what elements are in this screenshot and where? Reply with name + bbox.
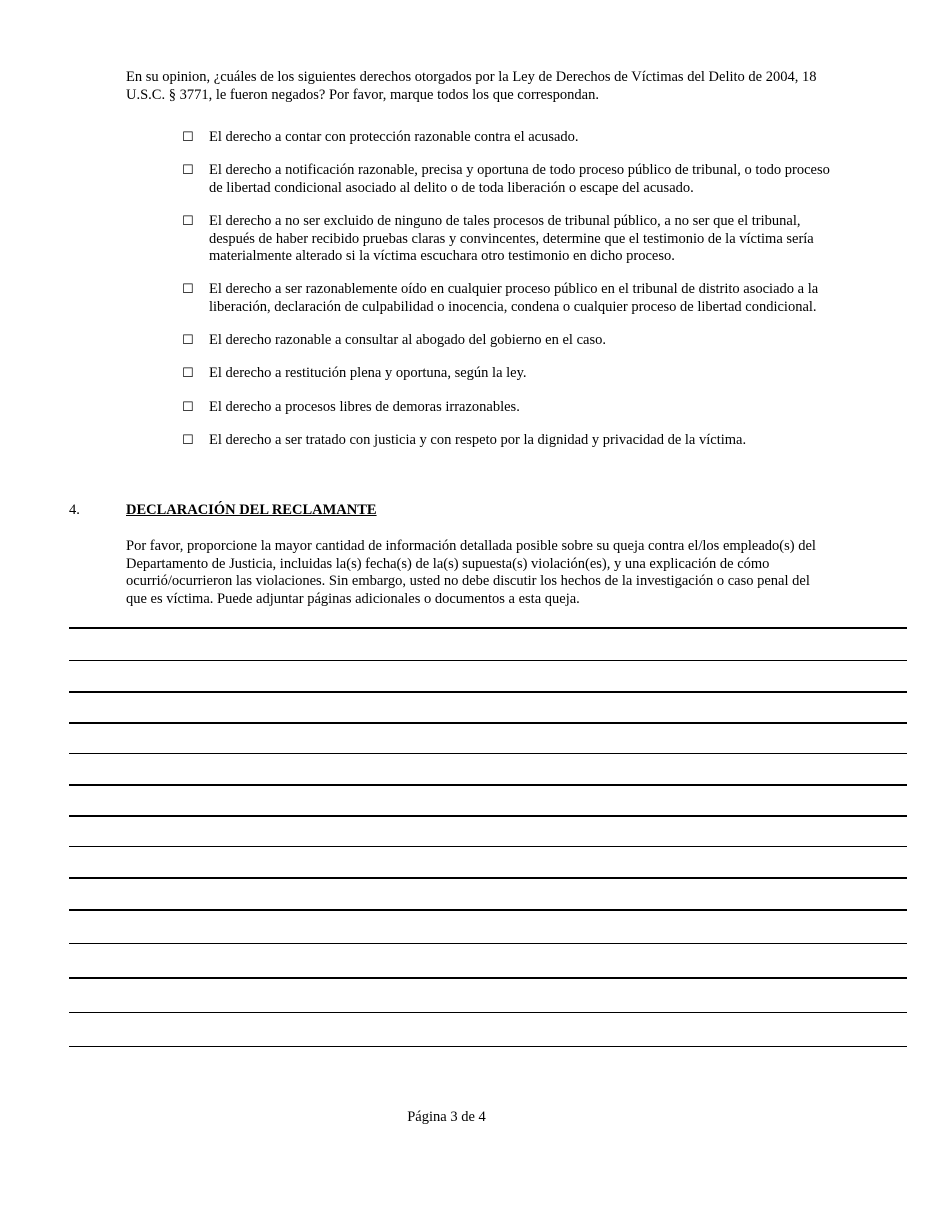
checkbox-protection[interactable]: ☐ (182, 130, 194, 145)
right-item (182, 129, 832, 147)
intro-question: En su opinion, ¿cuáles de los siguientes derechos otorgados por la Ley de Derechos de Víctimas del Delito de 2004, 18 U.S.C. § 3771, le fueron negados? Por favor, marque todos los que correspondan. (126, 69, 817, 103)
writing-line (69, 753, 907, 754)
right-item (182, 365, 832, 383)
writing-line (69, 660, 907, 661)
checkbox-be-heard[interactable]: ☐ (182, 282, 194, 298)
writing-line (69, 943, 907, 944)
writing-line (69, 627, 907, 629)
section-title: DECLARACIÓN DEL RECLAMANTE (126, 502, 377, 518)
writing-line (69, 877, 907, 879)
writing-line (69, 1046, 907, 1047)
right-item (182, 332, 832, 350)
section-number: 4. (69, 502, 80, 518)
right-label: El derecho a ser razonablemente oído en cualquier proceso público en el tribunal de distrito asociado a la liberación, declaración de culpabilidad o inocencia, condena o cualquier proceso de libertad condicional. (209, 281, 819, 315)
writing-line (69, 722, 907, 724)
right-item (182, 281, 832, 316)
checkbox-fairness-dignity[interactable]: ☐ (182, 432, 194, 448)
checkbox-not-excluded[interactable]: ☐ (182, 213, 194, 229)
writing-line (69, 909, 907, 911)
writing-line (69, 691, 907, 693)
right-label: El derecho razonable a consultar al abogado del gobierno en el caso. (209, 332, 606, 349)
writing-line (69, 977, 907, 979)
section-instructions: Por favor, proporcione la mayor cantidad de información detallada posible sobre su queja contra el/los empleado(s) del Departamento de Justicia, incluidas la(s) fecha(s) de la(s) supuesta(s) violación(es), y una explicación de cómo ocurrió/ocurrieron las violaciones. Sin embargo, usted no debe discutir los hechos de la investigación o caso penal del que es víctima. Puede adjuntar páginas adicionales o documentos a esta queja. (126, 538, 816, 607)
right-label: El derecho a contar con protección razonable contra el acusado. (209, 129, 579, 145)
writing-line (69, 815, 907, 817)
page-number: Página 3 de 4 (407, 1109, 486, 1125)
right-item (182, 399, 832, 417)
rights-checklist (182, 129, 832, 465)
right-item (182, 213, 832, 266)
right-item (182, 432, 832, 450)
checkbox-no-delays[interactable]: ☐ (182, 399, 194, 415)
right-label: El derecho a notificación razonable, precisa y oportuna de todo proceso público de tribunal, o todo proceso de libertad condicional asociado al delito o de toda liberación o escape del acusado. (209, 162, 830, 196)
right-label: El derecho a no ser excluido de ninguno de tales procesos de tribunal público, a no ser que el tribunal, después de haber recibido pruebas claras y convincentes, determine que el testimonio de la víctima sería materialmente alterado si la víctima escuchara otro testimonio en dicho proceso. (209, 212, 814, 265)
right-item (182, 162, 832, 197)
writing-line (69, 784, 907, 786)
right-label: El derecho a restitución plena y oportuna, según la ley. (209, 365, 527, 382)
checkbox-notification[interactable]: ☐ (182, 163, 194, 179)
checkbox-restitution[interactable]: ☐ (182, 366, 194, 382)
writing-line (69, 846, 907, 847)
checkbox-consult-attorney[interactable]: ☐ (182, 333, 194, 349)
right-label: El derecho a ser tratado con justicia y con respeto por la dignidad y privacidad de la víctima. (209, 431, 747, 448)
writing-line (69, 1012, 907, 1013)
right-label: El derecho a procesos libres de demoras irrazonables. (209, 398, 520, 415)
